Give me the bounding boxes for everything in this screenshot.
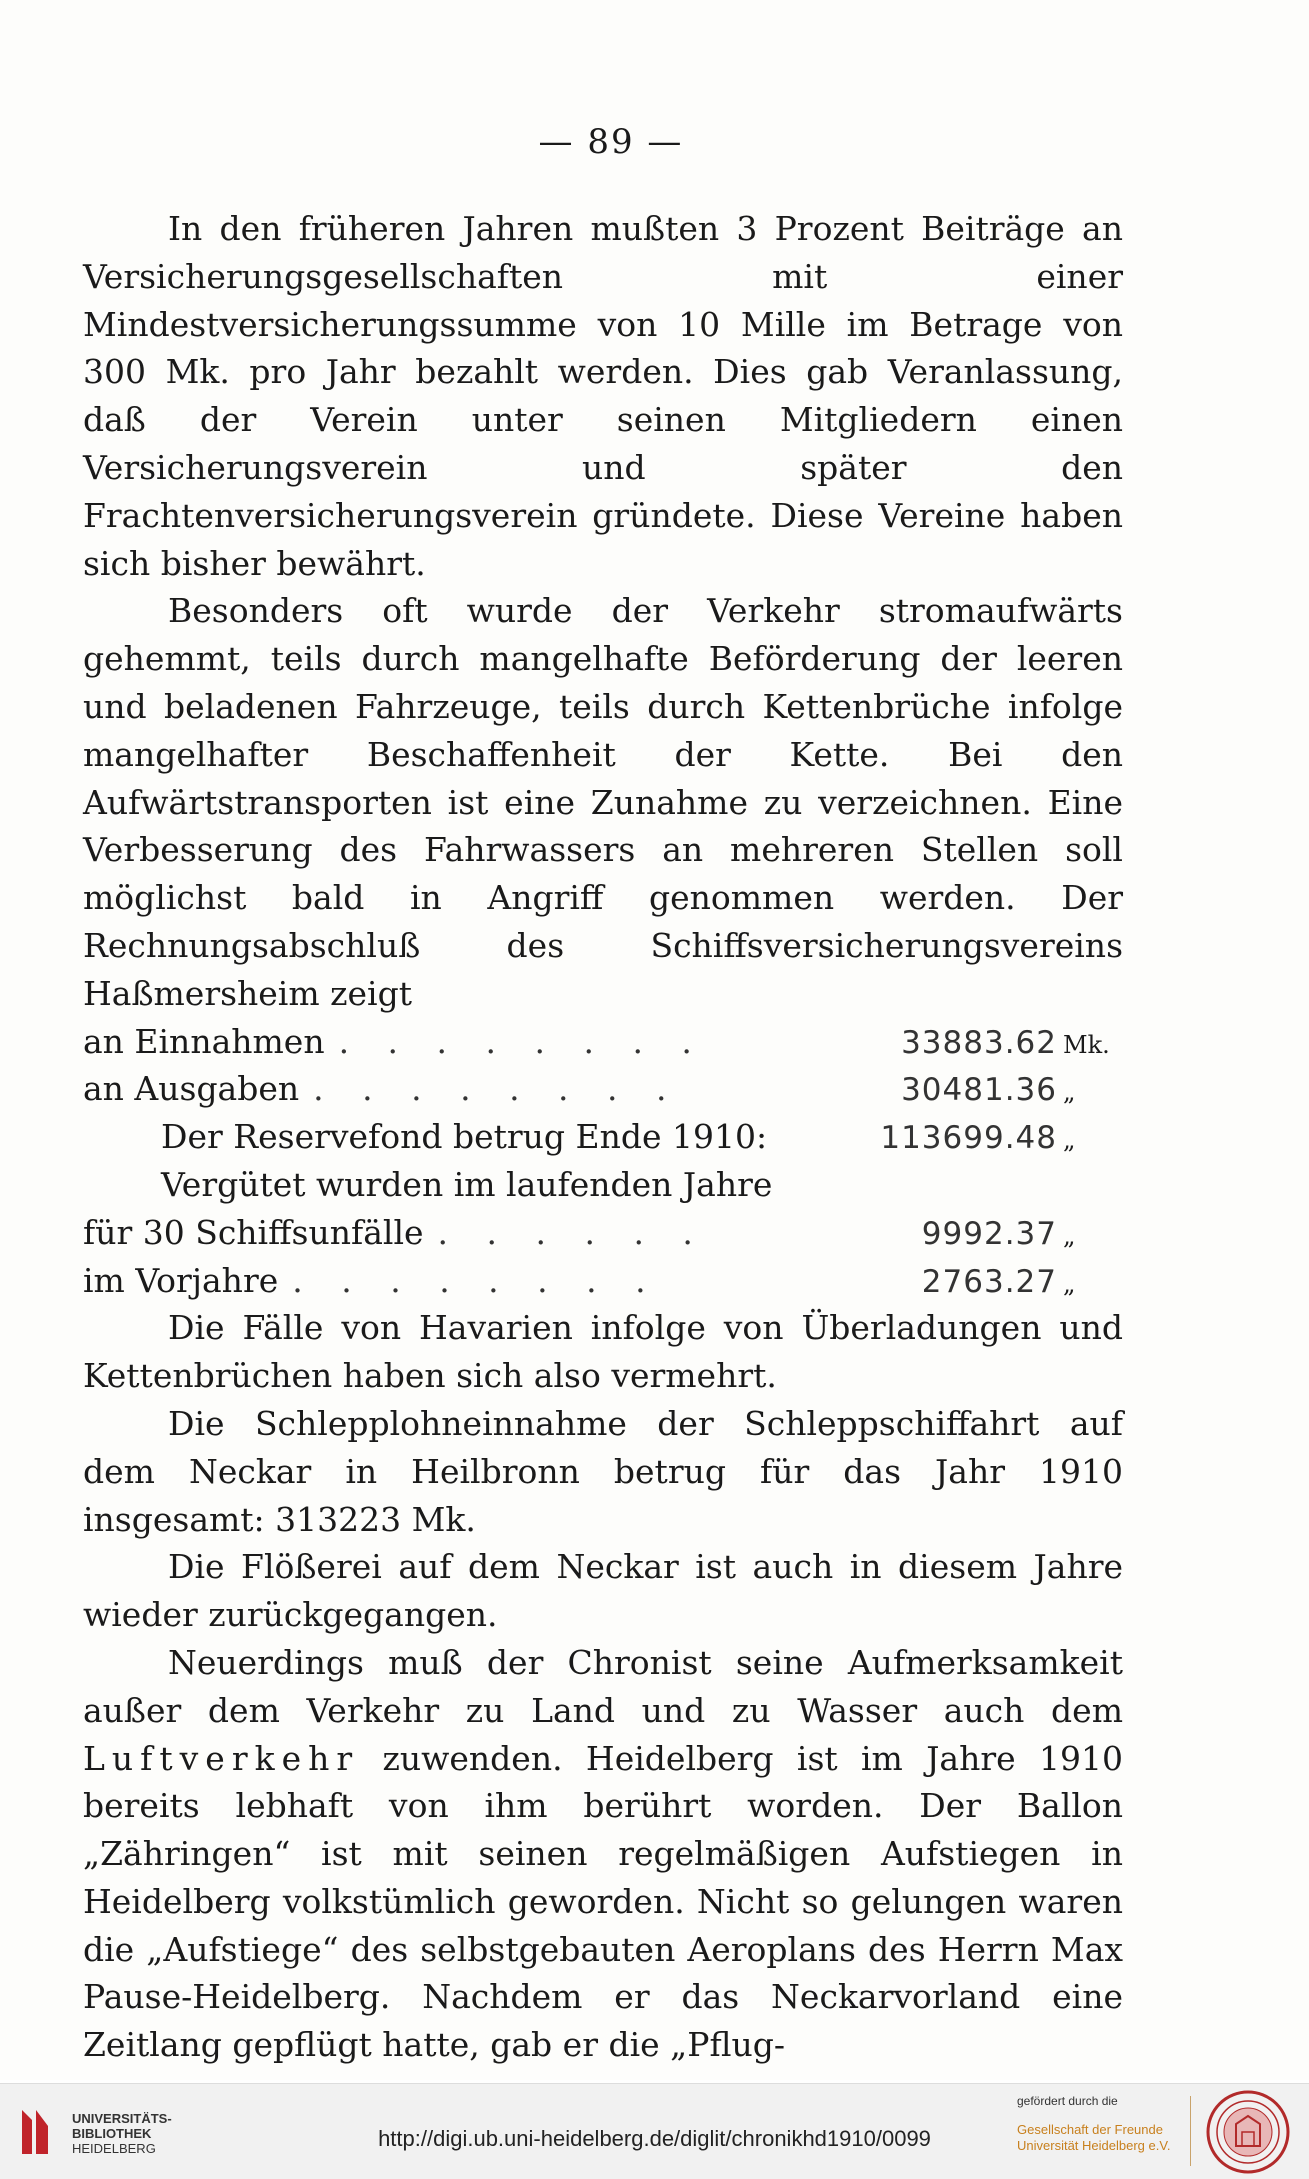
ledger-row-expenses [83,1065,1123,1113]
ledger-amount: 30481.36 [901,1072,1057,1109]
ledger-amount: 33883.62 [901,1024,1057,1061]
sponsor-divider [1190,2096,1191,2166]
air-traffic-end: zuwenden. Heidelberg ist im Jahre 1910 bereits lebhaft von ihm berührt worden. Der Ballon „Zähringen“ ist mit seinen regelmäßigen Aufstiegen in Heidelberg volkstümlich geworden. Nicht so gelungen waren die „Aufstiege“ des selbstgebauten Aeroplans des Herrn Max Pause-Heidelberg. Nachdem er das Neckarvorland eine Zeitlang gepflügt hatte, gab er die „Pflug- [83,1738,1123,2065]
ledger-label: im Vorjahre [83,1260,279,1300]
sponsor-label: gefördert durch die [1017,2094,1118,2108]
ledger-dots: . . . . . . . . [313,1069,681,1109]
paragraph-towing-income: Die Schlepplohneinnahme der Schleppschiffahrt auf dem Neckar in Heilbronn betrug für das Jahr 1910 insgesamt: 313223 Mk. [83,1403,1123,1539]
ledger-row-accidents [83,1209,1123,1257]
ledger-unit: „ [1063,1126,1076,1155]
ledger-row-reserve [83,1113,1123,1161]
paragraph-upstream-traffic: Besonders oft wurde der Verkehr stromaufwärts gehemmt, teils durch mangelhafte Beförderung der leeren und beladenen Fahrzeuge, teils durch Kettenbrüche infolge mangelhafter Beschaffenheit der Kette. Bei den Aufwärtstransporten ist eine Zunahme zu verzeichnen. Eine Verbesserung des Fahrwassers an mehreren Stellen soll möglichst bald in Angriff genommen werden. Der Rechnungsabschluß des Schiffsversicherungsvereins Haßmersheim zeigt [83,591,1123,1013]
ledger-dots: . . . . . . . . [292,1260,660,1300]
ledger-unit: „ [1063,1221,1076,1250]
page-number: — 89 — [538,122,684,162]
footer-bar [0,2083,1309,2179]
ledger-label: für 30 Schiffsunfälle [83,1212,424,1252]
ledger-unit: „ [1063,1269,1076,1298]
ledger-unit: „ [1063,1078,1076,1107]
ledger-heading-paid: Vergütet wurden im laufenden Jahre [161,1164,773,1204]
ledger-dots: . . . . . . . . [338,1021,706,1061]
sponsor-name: Gesellschaft der Freunde Universität Heidelberg e.V. [1017,2122,1171,2153]
body-text [83,205,1123,2069]
ledger-row-income [83,1018,1123,1066]
paragraph-rafting: Die Flößerei auf dem Neckar ist auch in diesem Jahre wieder zurückgegangen. [83,1547,1123,1635]
paragraph-air-traffic [83,1639,1123,2069]
permalink-url[interactable]: http://digi.ub.uni-heidelberg.de/diglit/chronikhd1910/0099 [378,2126,931,2151]
university-seal-icon [1206,2090,1290,2174]
library-name: UNIVERSITÄTS- BIBLIOTHEK HEIDELBERG [72,2111,172,2156]
ledger-amount: 9992.37 [921,1215,1057,1252]
ledger-label: an Ausgaben [83,1069,300,1109]
paragraph-havaries: Die Fälle von Havarien infolge von Überladungen und Kettenbrüchen haben sich also vermehrt. [83,1308,1123,1396]
ledger-amount: 2763.27 [921,1263,1057,1300]
air-traffic-start: Neuerdings muß der Chronist seine Aufmerksamkeit außer dem Verkehr zu Land und zu Wasser auch dem [83,1642,1123,1730]
ledger-row-previous-year [83,1257,1123,1305]
ledger-label: an Einnahmen [83,1021,325,1061]
ledger-label: Der Reservefond betrug Ende 1910: [161,1117,768,1157]
ledger-dots: . . . . . . [437,1212,707,1252]
ledger-unit: Mk. [1063,1030,1110,1059]
ledger-amount: 113699.48 [880,1120,1057,1157]
air-traffic-emphasis: Luftverkehr [83,1738,360,1778]
paragraph-insurance: In den früheren Jahren mußten 3 Prozent Beiträge an Versicherungsgesellschaften mit einer Mindestversicherungssumme von 10 Mille im Betrage von 300 Mk. pro Jahr bezahlt werden. Dies gab Veranlassung, daß der Verein unter seinen Mitgliedern einen Versicherungsverein und später den Frachtenversicherungsverein gründete. Diese Vereine haben sich bisher bewährt. [83,209,1123,583]
